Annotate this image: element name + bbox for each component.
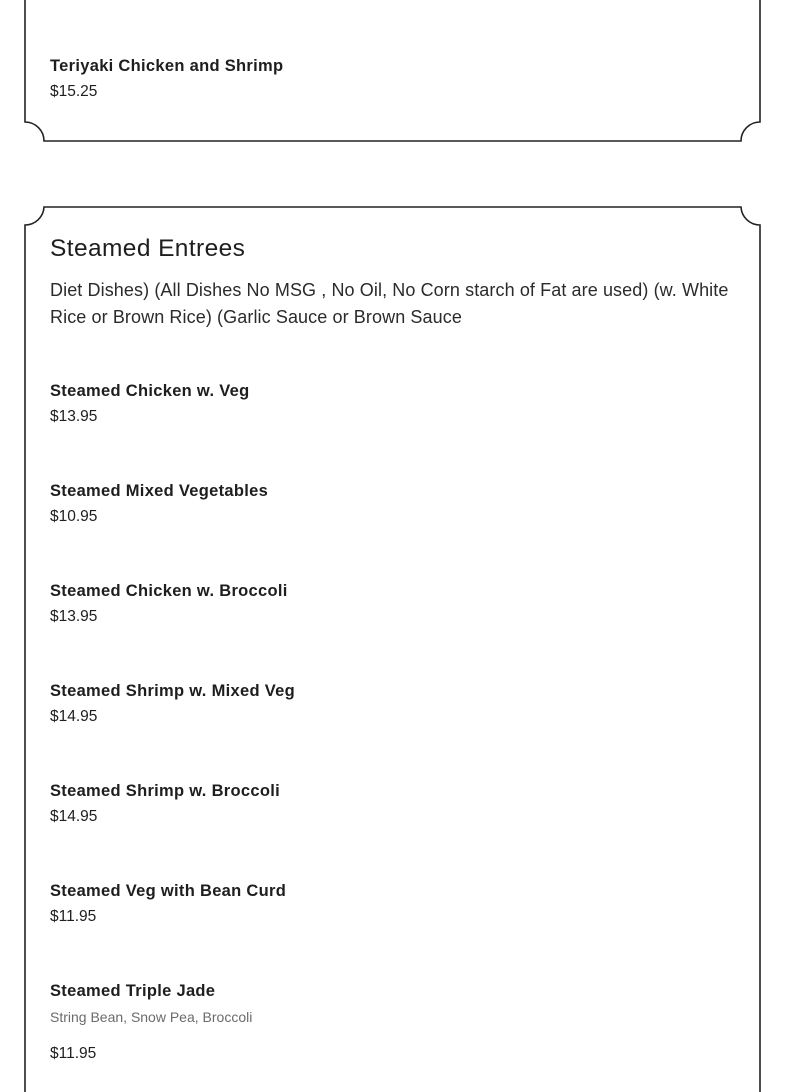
item-name: Steamed Mixed Vegetables	[50, 482, 269, 500]
item-price: $13.95	[50, 608, 98, 625]
menu-item[interactable]	[50, 56, 283, 102]
menu-item[interactable]	[50, 481, 268, 527]
menu-item[interactable]	[50, 581, 288, 627]
item-price: $15.25	[50, 83, 98, 100]
item-price: $11.95	[50, 1045, 97, 1062]
previous-section-card	[24, 0, 761, 142]
item-name: Steamed Shrimp w. Mixed Veg	[50, 682, 295, 700]
steamed-entrees-card	[24, 206, 761, 1092]
item-name: Steamed Chicken w. Broccoli	[50, 582, 288, 600]
menu-item[interactable]	[50, 781, 280, 827]
menu-item[interactable]	[50, 381, 249, 427]
item-price: $10.95	[50, 508, 98, 525]
item-price: $14.95	[50, 708, 98, 725]
item-name: Teriyaki Chicken and Shrimp	[50, 57, 284, 75]
item-name: Steamed Chicken w. Veg	[50, 382, 250, 400]
item-price: $11.95	[50, 908, 97, 925]
item-name: Steamed Shrimp w. Broccoli	[50, 782, 280, 800]
item-price: $14.95	[50, 808, 98, 825]
section-description: Diet Dishes) (All Dishes No MSG , No Oil, No Corn starch of Fat are used) (w. White Rice or Brown Rice) (Garlic Sauce or Brown Sauce	[50, 280, 729, 327]
menu-item[interactable]	[50, 681, 295, 727]
item-description: String Bean, Snow Pea, Broccoli	[50, 1009, 253, 1025]
menu-item[interactable]	[50, 981, 252, 1064]
item-name: Steamed Triple Jade	[50, 982, 216, 1000]
menu-item[interactable]	[50, 881, 286, 927]
item-price: $13.95	[50, 408, 98, 425]
item-name: Steamed Veg with Bean Curd	[50, 882, 287, 900]
section-title: Steamed Entrees	[50, 235, 246, 262]
